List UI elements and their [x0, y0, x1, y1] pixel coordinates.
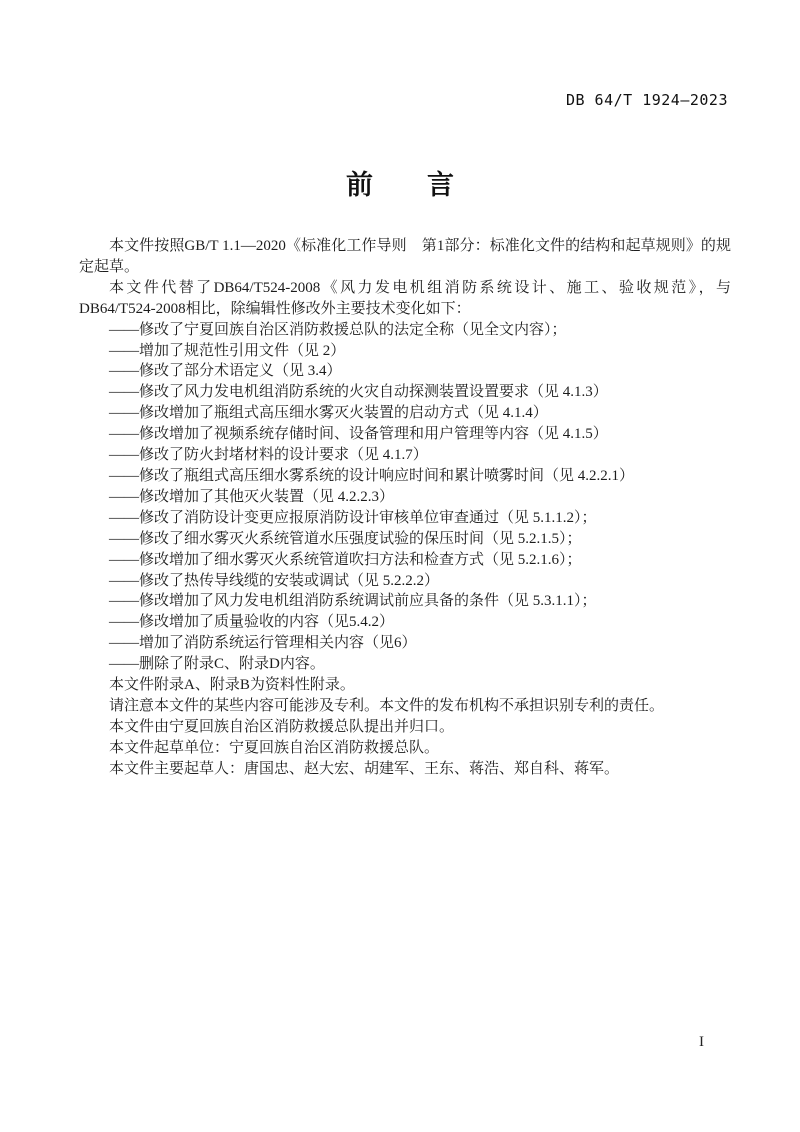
change-item: ——修改了热传导线缆的安装或调试（见 5.2.2.2） — [109, 572, 440, 589]
change-item: ——修改了部分术语定义（见 3.4） — [109, 363, 342, 380]
change-item: ——增加了消防系统运行管理相关内容（见6） — [109, 635, 417, 652]
change-item: ——修改增加了其他灭火装置（见 4.2.2.3） — [109, 488, 395, 505]
closing-paragraph: 本文件附录A、附录B为资料性附录。 — [109, 677, 355, 694]
change-item: ——删除了附录C、附录D内容。 — [109, 656, 325, 673]
change-item: ——修改了细水雾灭火系统管道水压强度试验的保压时间（见 5.2.1.5）； — [109, 530, 582, 547]
change-item: ——修改了消防设计变更应报原消防设计审核单位审查通过（见 5.1.1.2）； — [109, 509, 597, 526]
change-item: ——修改了防火封堵材料的设计要求（见 4.1.7） — [109, 447, 428, 464]
change-item: ——修改增加了风力发电机组消防系统调试前应具备的条件（见 5.3.1.1）； — [109, 593, 597, 610]
intro-paragraph: 本文件代替了DB64/T524-2008《风力发电机组消防系统设计、施工、验收规范》，与DB64/T524-2008相比，除编辑性修改外主要技术变化如下： — [79, 279, 731, 317]
page-title: 前 言 — [346, 170, 454, 200]
foreword-body — [79, 236, 731, 780]
change-item: ——增加了规范性引用文件（见 2） — [109, 342, 346, 359]
change-item: ——修改了风力发电机组消防系统的火灾自动探测装置设置要求（见 4.1.3） — [109, 384, 608, 401]
change-item: ——修改了宁夏回族自治区消防救援总队的法定全称（见全文内容）； — [109, 321, 567, 338]
page-number: I — [699, 1034, 704, 1050]
closing-paragraph: 本文件起草单位：宁夏回族自治区消防救援总队。 — [109, 739, 440, 756]
doc-number: DB 64/T 1924—2023 — [565, 91, 728, 109]
change-item: ——修改增加了质量验收的内容（见5.4.2） — [109, 614, 395, 631]
closing-paragraph: 请注意本文件的某些内容可能涉及专利。本文件的发布机构不承担识别专利的责任。 — [109, 697, 665, 714]
change-item: ——修改增加了瓶组式高压细水雾灭火装置的启动方式（见 4.1.4） — [109, 405, 548, 422]
change-item: ——修改增加了视频系统存储时间、设备管理和用户管理等内容（见 4.1.5） — [109, 426, 608, 443]
intro-paragraph: 本文件按照GB/T 1.1—2020《标准化工作导则 第1部分：标准化文件的结构和起草规则》的规定起草。 — [79, 238, 731, 275]
change-item: ——修改了瓶组式高压细水雾系统的设计响应时间和累计喷雾时间（见 4.2.2.1） — [109, 467, 635, 484]
change-item: ——修改增加了细水雾灭火系统管道吹扫方法和检查方式（见 5.2.1.6）； — [109, 551, 582, 568]
closing-paragraph: 本文件由宁夏回族自治区消防救援总队提出并归口。 — [109, 718, 455, 735]
closing-paragraph: 本文件主要起草人：唐国忠、赵大宏、胡建军、王东、蒋浩、郑自科、蒋军。 — [109, 760, 620, 777]
